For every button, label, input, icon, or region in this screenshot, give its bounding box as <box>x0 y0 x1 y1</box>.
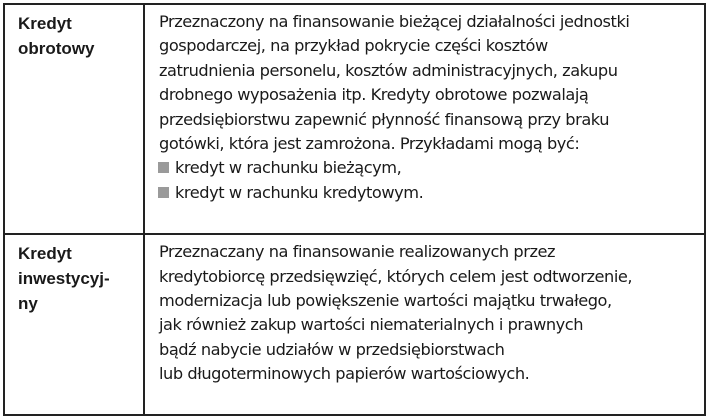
description-line: jak również zakup wartości niematerialnych i prawnych <box>159 315 584 335</box>
description-line: gotówki, która jest zamrożona. Przykładami mogą być: <box>159 134 580 154</box>
square-bullet-icon <box>158 187 169 198</box>
description-line: lub długoterminowych papierów wartościowych. <box>159 364 530 384</box>
description-text <box>145 5 704 205</box>
description-line: Przeznaczany na finansowanie realizowanych przez <box>159 242 556 262</box>
description-line: gospodarczej, na przykład pokrycie części kosztów <box>159 36 548 56</box>
description-line: przedsiębiorstwu zapewnić płynność finansową przy braku <box>159 109 610 129</box>
bullet-item <box>145 156 704 180</box>
description-text <box>145 235 704 386</box>
term-line: obrotowy <box>18 39 95 58</box>
description-line: kredytobiorcę przedsięwzięć, których celem jest odtworzenie, <box>159 266 633 286</box>
table-row-kredyt-obrotowy <box>4 4 705 234</box>
table-row-kredyt-inwestycyjny <box>4 234 705 415</box>
term-name <box>5 235 143 316</box>
description-line: zatrudnienia personelu, kosztów administracyjnych, zakupu <box>159 60 618 80</box>
term-line: ny <box>18 294 38 314</box>
definitions-table <box>3 3 706 416</box>
term-cell <box>4 234 144 415</box>
description-line: bądź nabycie udziałów w przedsiębiorstwach <box>159 339 505 359</box>
description-cell <box>144 4 705 234</box>
term-cell <box>4 4 144 234</box>
description-cell <box>144 234 705 415</box>
term-line: Kredyt <box>18 14 72 33</box>
term-name <box>5 5 143 61</box>
bullet-item <box>145 181 704 205</box>
description-line: Przeznaczony na finansowanie bieżącej działalności jednostki <box>159 12 630 31</box>
term-line: inwestycyj- <box>18 269 110 289</box>
description-line: modernizacja lub powiększenie wartości majątku trwałego, <box>159 290 612 310</box>
square-bullet-icon <box>158 162 169 173</box>
bullet-text: kredyt w rachunku bieżącym, <box>175 158 402 178</box>
bullet-text: kredyt w rachunku kredytowym. <box>175 182 424 202</box>
description-line: drobnego wyposażenia itp. Kredyty obrotowe pozwalają <box>159 85 589 105</box>
term-line: Kredyt <box>18 244 72 264</box>
